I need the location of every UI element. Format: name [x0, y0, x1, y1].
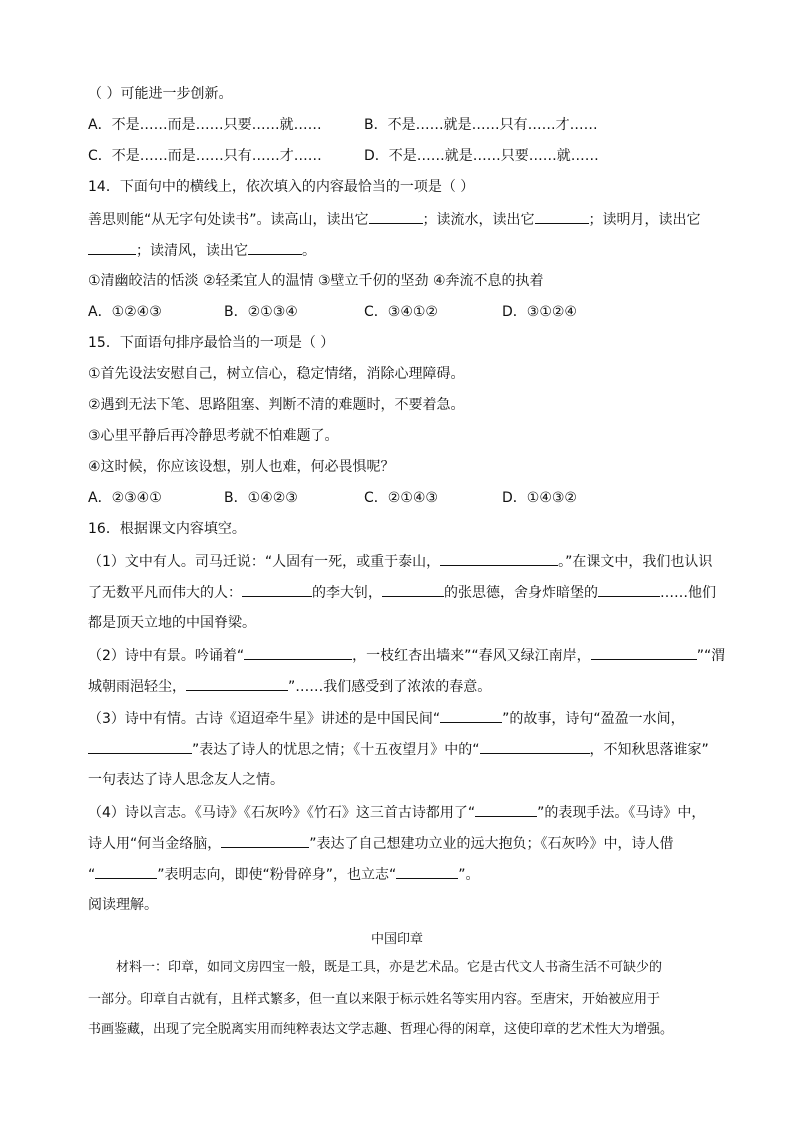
- q16-text: ”表明志向，即使“粉骨碎身”，也立志“: [157, 867, 397, 883]
- answer-blank[interactable]: [186, 676, 288, 691]
- q16-part3-line1: [88, 708, 685, 729]
- answer-blank[interactable]: [591, 645, 697, 660]
- q16-part2-line1: [88, 645, 725, 666]
- answer-blank[interactable]: [244, 645, 352, 660]
- material-line-3: 书画鉴藏，出现了完全脱离实用而纯粹表达文学志趣、哲理心得的闲章，这使印章的艺术性大为增强。: [88, 1022, 674, 1037]
- q16-text: 诗人用“何当金络脑，: [88, 836, 222, 852]
- q14-option-b: B．②①③④: [224, 304, 298, 320]
- q16-part2-line2: [88, 676, 491, 697]
- q13-option-c: C．不是……而是……只有……才……: [88, 148, 322, 164]
- q16-text: ”。: [458, 867, 480, 883]
- answer-blank[interactable]: [248, 240, 302, 255]
- answer-blank[interactable]: [440, 708, 502, 723]
- q14-sentence-line1: [88, 209, 701, 230]
- q16-text: ”的故事，诗句“盈盈一水间，: [502, 711, 685, 727]
- q14-items: ①清幽皎洁的恬淡 ②轻柔宜人的温情 ③壁立千仞的坚劲 ④奔流不息的执着: [88, 273, 544, 289]
- q14-text: ；读流水，读出它: [422, 212, 535, 228]
- q14-option-d: D．③①②④: [502, 304, 577, 320]
- q16-text: ”表达了诗人的忧思之情；《十五夜望月》中的“: [192, 742, 480, 758]
- q14-text: 善思则能“从无字句处读书”。读高山，读出它: [88, 212, 369, 228]
- q16-text: （1）文中有人。司马迁说：“人固有一死，或重于泰山，: [88, 554, 441, 570]
- answer-blank[interactable]: [598, 582, 660, 597]
- q15-option-c: C．②①④③: [364, 490, 438, 506]
- q16-text: 。”在课文中，我们也认识: [558, 554, 713, 570]
- answer-blank[interactable]: [396, 864, 458, 879]
- q15-option-d: D．①④③②: [502, 490, 577, 506]
- answer-blank[interactable]: [95, 864, 157, 879]
- q14-option-c: C．③④①②: [364, 304, 438, 320]
- q14-text: ；读清风，读出它: [136, 243, 248, 259]
- q16-part4-line2: [88, 833, 674, 854]
- q14-sentence-line2: [88, 240, 316, 261]
- q15-sentence-2: ②遇到无法下笔、思路阻塞、判断不清的难题时，不要着急。: [88, 397, 465, 413]
- q13-option-a: A．不是……而是……只要……就……: [88, 117, 322, 133]
- q16-text: ”……我们感受到了浓浓的春意。: [288, 679, 492, 695]
- q16-part1-line2: [88, 582, 716, 603]
- q16-text: ，一枝红杏出墙来”“春风又绿江南岸，: [352, 648, 591, 664]
- answer-blank[interactable]: [88, 240, 136, 255]
- q14-stem: 14．下面句中的横线上，依次填入的内容最恰当的一项是（ ）: [88, 179, 475, 195]
- q15-sentence-4: ④这时候，你应该设想，别人也难，何必畏惧呢？: [88, 459, 395, 475]
- q16-part1-line1: [88, 551, 712, 572]
- q16-part4-line3: [88, 864, 480, 885]
- q16-text: 的李大钊，: [312, 585, 382, 601]
- material-line-1: 材料一：印章，如同文房四宝一般，既是工具，亦是艺术品。它是古代文人书斋生活不可缺少的: [116, 960, 663, 975]
- q16-text: ……他们: [660, 585, 716, 601]
- reading-title: 中国印章: [370, 932, 423, 947]
- q16-text: （2）诗中有景。吟诵着“: [88, 648, 245, 664]
- q16-part3-line3: 一句表达了诗人思念友人之情。: [88, 772, 284, 788]
- q13-stem: （ ）可能进一步创新。: [88, 86, 233, 102]
- q16-text: ，不知秋思落谁家”: [589, 742, 709, 758]
- q16-text: 的张思德，舍身炸暗堡的: [444, 585, 598, 601]
- q15-option-a: A．②③④①: [88, 490, 162, 506]
- q16-stem: 16．根据课文内容填空。: [88, 521, 246, 537]
- answer-blank[interactable]: [382, 582, 444, 597]
- q13-option-b: B．不是……就是……只有……才……: [364, 117, 598, 133]
- answer-blank[interactable]: [440, 551, 558, 566]
- q14-text: ；读明月，读出它: [588, 212, 701, 228]
- material-line-2: 一部分。印章自古就有，且样式繁多，但一直以来限于标示姓名等实用内容。至唐宋，开始被应用于: [88, 992, 661, 1007]
- q14-text: 。: [302, 243, 316, 259]
- answer-blank[interactable]: [475, 802, 537, 817]
- q16-text: （4）诗以言志。《马诗》《石灰吟》《竹石》这三首古诗都用了“: [88, 805, 476, 821]
- answer-blank[interactable]: [369, 209, 423, 224]
- q13-option-d: D．不是……就是……只要……就……: [364, 148, 599, 164]
- reading-heading: 阅读理解。: [88, 897, 158, 913]
- answer-blank[interactable]: [535, 209, 589, 224]
- answer-blank[interactable]: [242, 582, 312, 597]
- q16-text: 城朝雨浥轻尘，: [88, 679, 186, 695]
- q15-sentence-1: ①首先设法安慰自己，树立信心，稳定情绪，消除心理障碍。: [88, 366, 465, 382]
- q14-option-a: A．①②④③: [88, 304, 162, 320]
- q15-option-b: B．①④②③: [224, 490, 298, 506]
- q16-text: （3）诗中有情。古诗《迢迢牵牛星》讲述的是中国民间“: [88, 711, 441, 727]
- q16-part3-line2: [88, 739, 709, 760]
- answer-blank[interactable]: [480, 739, 590, 754]
- answer-blank[interactable]: [221, 833, 309, 848]
- q16-text: “: [88, 867, 96, 883]
- q16-part4-line1: [88, 802, 705, 823]
- q15-sentence-3: ③心里平静后再冷静思考就不怕难题了。: [88, 428, 339, 444]
- q16-part1-line3: 都是顶天立地的中国脊梁。: [88, 615, 256, 631]
- answer-blank[interactable]: [88, 739, 192, 754]
- q15-stem: 15．下面语句排序最恰当的一项是（ ）: [88, 335, 335, 351]
- q16-text: 了无数平凡而伟大的人：: [88, 585, 242, 601]
- q16-text: ”表达了自己想建功立业的远大抱负；《石灰吟》中，诗人借: [309, 836, 674, 852]
- q16-text: ”的表现手法。《马诗》中，: [537, 805, 706, 821]
- q16-text: ”“渭: [696, 648, 726, 664]
